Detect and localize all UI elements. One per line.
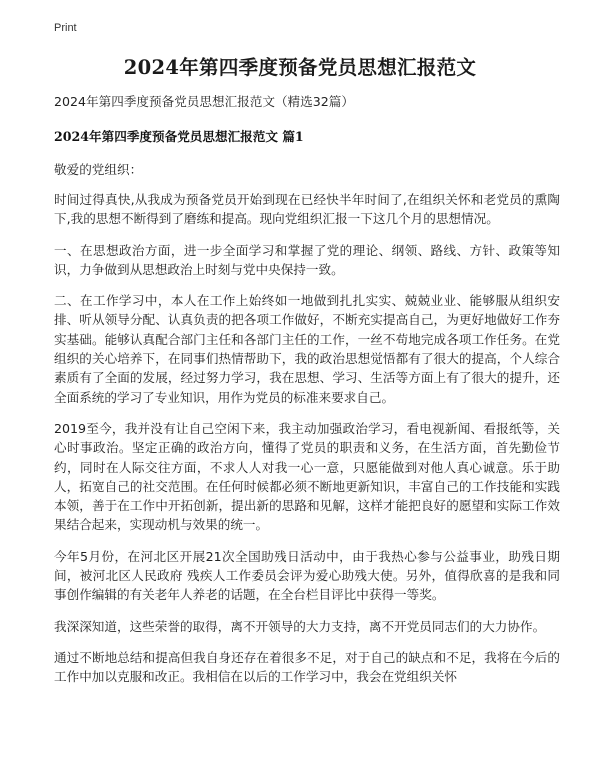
paragraph-3: 二、在工作学习中，本人在工作上始终如一地做到扎扎实实、兢兢业业、能够服从组织安排、听从领导分配、认真负责的把各项工作做好，不断充实提高自己，为更好地做好工作夯实基础。能够认真配合部门主任和各部门主任的工作，一丝不苟地完成各项工作任务。在党组织的关心培养下，在同事们热情帮助下，我的政治思想觉悟都有了很大的提高，个人综合素质有了全面的发展，经过努力学习，我在思想、学习、生活等方面上有了很大的提升，还全面系统的学习了专业知识，用作为党员的标准来要求自己。 xyxy=(54,293,560,405)
document-body xyxy=(54,92,560,699)
paragraph-5: 今年5月份，在河北区开展21次全国助残日活动中，由于我热心参与公益事业，助残日期间，被河北区人民政府 残疾人工作委员会评为爱心助残大使。另外，值得欣喜的是我和同事创作编辑的有关老年人养老的话题，在全台栏目评比中获得一等奖。 xyxy=(54,548,560,603)
paragraph-4: 2019至今，我并没有让自己空闲下来，我主动加强政治学习，看电视新闻、看报纸等，关心时事政治。坚定正确的政治方向，懂得了党员的职责和义务，在生活方面，首先勤俭节约，同时在人际交往方面，不求人人对我一心一意，只愿能做到对他人真心诚意。乐于助人，拓宽自己的社交范围。在任何时候都必须不断地更新知识，丰富自己的工作技能和实践本领，善于在工作中开拓创新，提出新的思路和见解，这样才能把良好的愿望和实际工作效果结合起来，实现动机与效果的统一。 xyxy=(54,420,560,533)
print-link[interactable]: Print xyxy=(54,22,77,34)
paragraph-7: 通过不断地总结和提高但我自身还存在着很多不足，对于自己的缺点和不足，我将在今后的工作中加以克服和改正。我相信在以后的工作学习中，我会在党组织关怀 xyxy=(54,649,560,685)
salutation: 敬爱的党组织： xyxy=(54,162,143,177)
document-subtitle: 2024年第四季度预备党员思想汇报范文（精选32篇） xyxy=(54,94,354,109)
paragraph-6: 我深深知道，这些荣誉的取得，离不开领导的大力支持，离不开党员同志们的大力协作。 xyxy=(54,618,546,634)
document-title: 2024年第四季度预备党员思想汇报范文 xyxy=(123,56,477,79)
paragraph-2: 一、在思想政治方面，进一步全面学习和掌握了党的理论、纲领、路线、方针、政策等知识，力争做到从思想政治上时刻与党中央保持一致。 xyxy=(54,242,560,277)
section-heading: 2024年第四季度预备党员思想汇报范文 篇1 xyxy=(54,129,304,144)
paragraph-1: 时间过得真快,从我成为预备党员开始到现在已经快半年时间了,在组织关怀和老党员的熏陶下,我的思想不断得到了磨练和提高。现向党组织汇报一下这几个月的思想情况。 xyxy=(54,192,560,227)
